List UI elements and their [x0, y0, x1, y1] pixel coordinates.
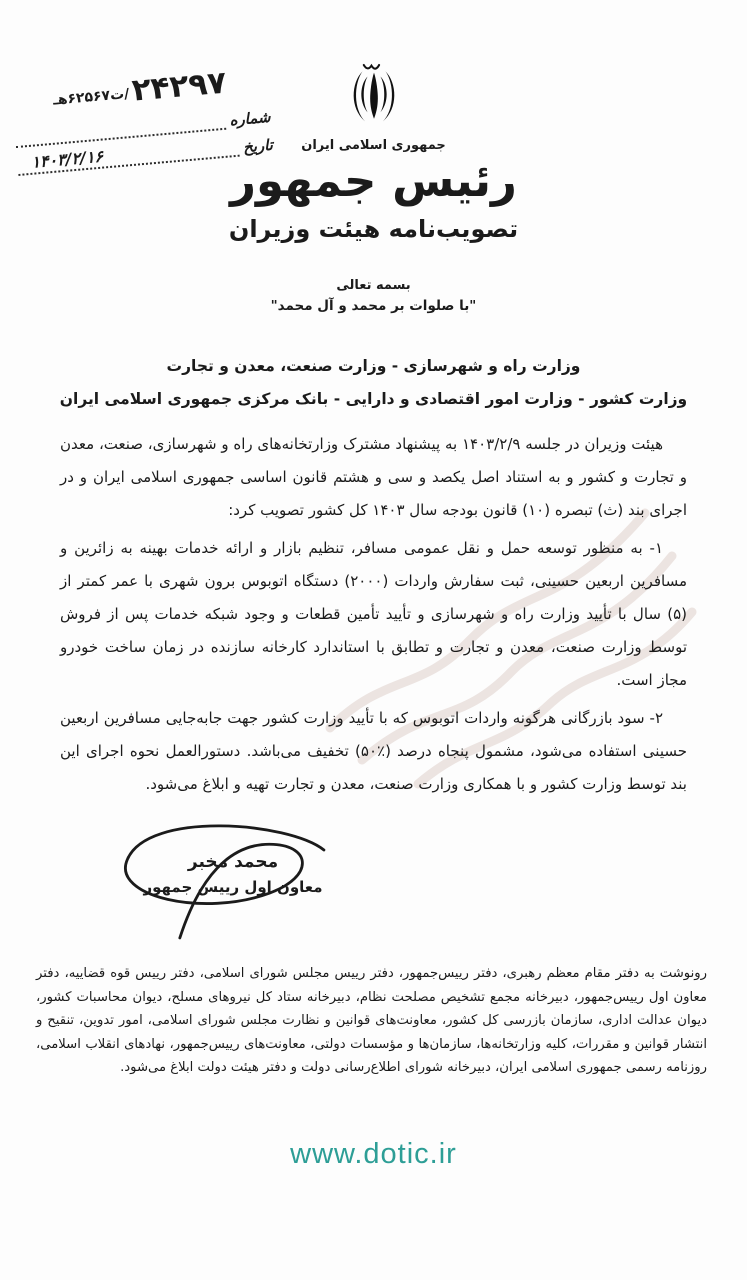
- document-type-title: تصویب‌نامه هیئت وزیران: [228, 214, 519, 243]
- signer-title: معاون اول رییس جمهور: [143, 878, 323, 896]
- footer-url: www.dotic.ir: [290, 1138, 457, 1170]
- office-title: رئیس جمهور: [230, 154, 517, 207]
- salawat-line: "با صلوات بر محمد و آل محمد": [270, 298, 477, 314]
- letterhead: [0, 58, 747, 243]
- date-label: تاریخ: [242, 135, 274, 157]
- signer-name: محمد مخبر: [187, 852, 279, 872]
- clause-2: ۲- سود بازرگانی هرگونه واردات اتوبوس که با تأیید وزارت کشور جهت جابه‌جایی مسافرین اربعین حسینی استفاده می‌شود، مشمول پنجاه درصد (٪۵۰) تخفیف می‌باشد. دستورالعمل نحوه اجرای این بند توسط وزارت کشور و با همکاری وزارت صنعت، معدن و تجارت تهیه و ابلاغ می‌شود.: [60, 709, 687, 793]
- signature-block: [78, 852, 388, 896]
- addressees: [0, 350, 747, 415]
- number-label: شماره: [228, 107, 272, 129]
- clause-1: ۱- به منظور توسعه حمل و نقل عمومی مسافر، تنظیم بازار و ارائه خدمات بهینه به زائرین و مسافرین اربعین حسینی، ثبت سفارش واردات (۲۰۰۰) دستگاه اتوبوس برون شهری با عمر کمتر از (۵) سال با تأیید وزارت راه و شهرسازی و تأیید تأمین قطعات و وجود شبکه خدمات پس از فروش توسط وزارت صنعت، معدن و تجارت و تطابق با استاندارد کارخانه سازنده در زمان ساخت خودرو مجاز است.: [60, 539, 687, 689]
- decree-number-suffix: /ت۶۲۵۶۷هـ: [52, 86, 130, 109]
- cc-distribution-list: رونوشت به دفتر مقام معظم رهبری، دفتر رییس‌جمهور، دفتر رییس مجلس شورای اسلامی، دفتر رییس قوه قضاییه، دفتر معاون اول رییس‌جمهور، دبیرخانه مجمع تشخیص مصلحت نظام، دبیرخانه ستاد کل نیروهای مسلح، دیوان محاسبات کشور، دیوان عدالت اداری، سازمان بازرسی کل کشور، معاونت‌های قوانین و نظارت مجلس شورای اسلامی، امور تدوین، تنقیح و انتشار قوانین و مقررات، کلیه وزارتخانه‌ها، سازمان‌ها و مؤسسات دولتی، معاونت‌های رییس‌جمهور، نهادهای انقلاب اسلامی، روزنامه رسمی جمهوری اسلامی ایران، دبیرخانه شورای اطلاع‌رسانی دولت و دفتر هیئت دولت ابلاغ می‌شود.: [36, 966, 707, 1075]
- addressee-line: وزارت راه و شهرسازی - وزارت صنعت، معدن و تجارت: [166, 357, 581, 375]
- country-name: جمهوری اسلامی ایران: [301, 138, 446, 153]
- decree-body: [60, 428, 687, 806]
- addressee-line: وزارت کشور - وزارت امور اقتصادی و دارایی - بانک مرکزی جمهوری اسلامی ایران: [59, 389, 688, 408]
- decree-number-main: ۲۴۲۹۷: [130, 64, 228, 109]
- iran-national-emblem-icon: [342, 58, 406, 136]
- date-value: ۱۴۰۳/۲/۱۶: [30, 146, 104, 172]
- besmellah-line: بسمه تعالی: [336, 278, 411, 293]
- invocation: [0, 278, 747, 314]
- intro-paragraph: هیئت وزیران در جلسه ۱۴۰۳/۲/۹ به پیشنهاد مشترک وزارتخانه‌های راه و شهرسازی، صنعت، معدن و تجارت و کشور و به استناد اصل یکصد و سی و هشتم قانون اساسی جمهوری اسلامی ایران و در اجرای بند (ث) تبصره (۱۰) قانون بودجه سال ۱۴۰۳ کل کشور تصویب کرد:: [60, 435, 687, 519]
